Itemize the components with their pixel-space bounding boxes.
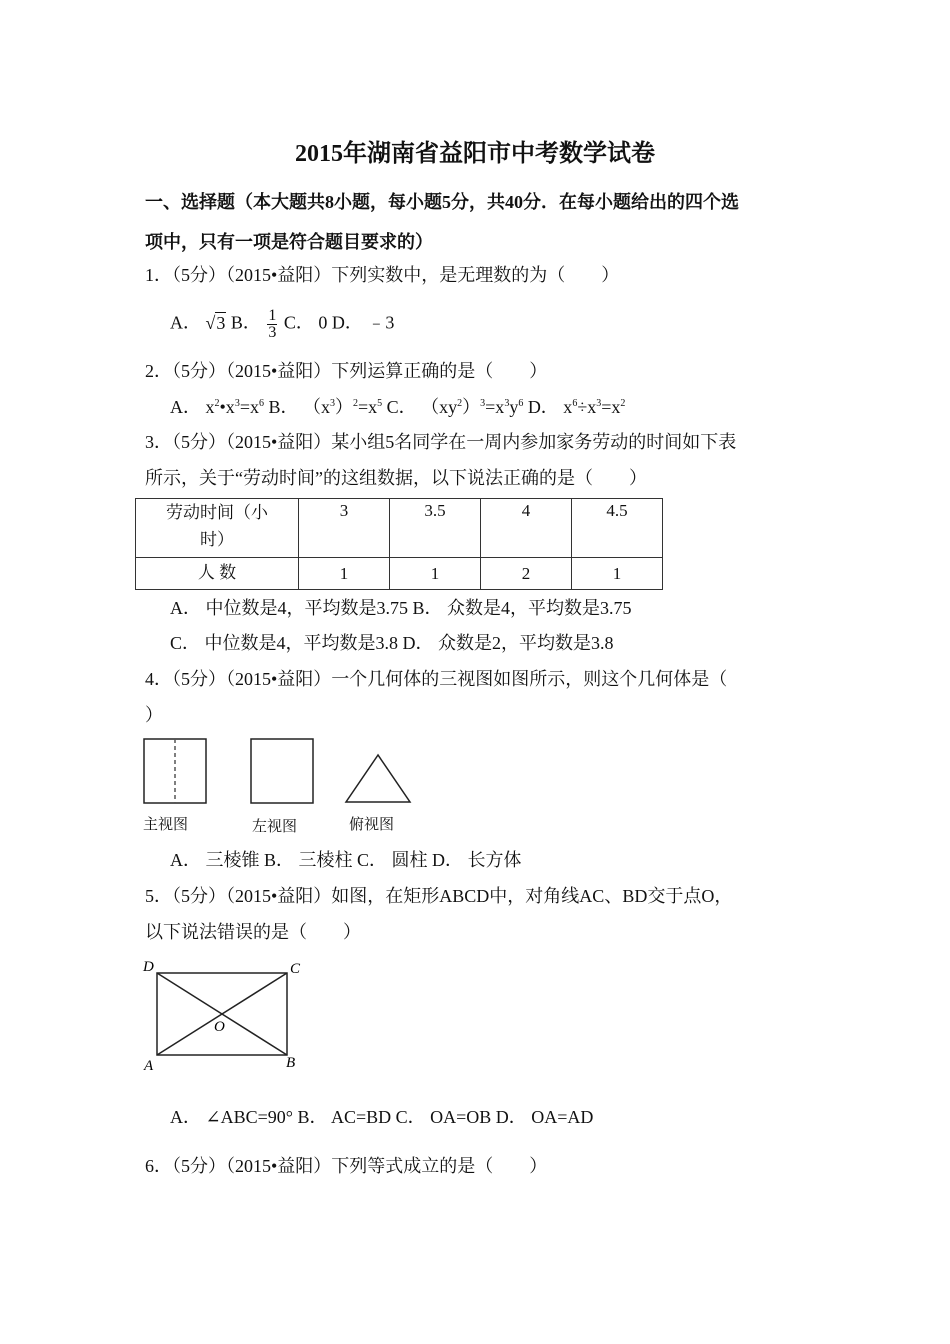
q3-options-cd: C． 中位数是4，平均数是3.8 D． 众数是2，平均数是3.8 <box>170 633 614 653</box>
table-cell: 3.5 <box>390 499 481 558</box>
q4-options: A． 三棱锥 B． 三棱柱 C． 圆柱 D． 长方体 <box>170 850 522 870</box>
table-cell: 1 <box>572 558 663 590</box>
front-view-label: 主视图 <box>143 815 189 833</box>
table-cell: 4 <box>481 499 572 558</box>
section-header-line1: 一、选择题（本大题共8小题，每小题5分，共40分．在每小题给出的四个选 <box>145 192 739 212</box>
q4-stem-line1: 4．（5分）（2015•益阳）一个几何体的三视图如图所示，则这个几何体是（ <box>145 669 728 689</box>
q1-fraction-den: 3 <box>268 324 277 341</box>
point-d-label: D <box>143 959 154 975</box>
top-view-label: 俯视图 <box>349 815 395 833</box>
q1-option-b-label: B． <box>230 312 261 333</box>
section-header-line2: 项中，只有一项是符合题目要求的） <box>145 232 433 252</box>
q1-option-cd: C． 0 D． ﹣3 <box>283 312 395 333</box>
table-cell: 1 <box>299 558 390 590</box>
q1-sqrt: √3 <box>205 312 226 333</box>
q3-stem-line2: 所示，关于“劳动时间”的这组数据，以下说法正确的是（ ） <box>145 468 647 488</box>
table-row <box>136 499 663 558</box>
q3-stem-line1: 3．（5分）（2015•益阳）某小组5名同学在一周内参加家务劳动的时间如下表 <box>145 432 737 452</box>
table-cell: 1 <box>390 558 481 590</box>
q3-options-ab: A． 中位数是4，平均数是3.75 B． 众数是4，平均数是3.75 <box>170 598 632 618</box>
q5-stem-line1: 5．（5分）（2015•益阳）如图，在矩形ABCD中，对角线AC、BD交于点O， <box>145 886 733 906</box>
table-header-cell: 人 数 <box>136 558 299 590</box>
table-cell: 3 <box>299 499 390 558</box>
point-b-label: B <box>286 1055 296 1071</box>
side-view-square <box>251 739 313 803</box>
table-cell: 4.5 <box>572 499 663 558</box>
side-view-label: 左视图 <box>252 817 298 835</box>
q2-stem: 2．（5分）（2015•益阳）下列运算正确的是（ ） <box>145 361 548 381</box>
page-title: 2015年湖南省益阳市中考数学试卷 <box>295 141 655 167</box>
q1-option-a-label: A． <box>170 312 201 333</box>
q1-stem: 1．（5分）（2015•益阳）下列实数中，是无理数的为（ ） <box>145 265 620 285</box>
top-view-triangle <box>346 755 410 802</box>
q2-options: A． $x^2•x^3=x^6$ B． $(x^3)^2=x^5$ C． $(xy^2)^3=x^3y^6$ D． $x^6\div x^3=x^2$ <box>170 397 626 417</box>
table-row <box>136 558 663 590</box>
q6-stem: 6．（5分）（2015•益阳）下列等式成立的是（ ） <box>145 1156 548 1176</box>
point-o-label: O <box>214 1019 225 1035</box>
table-header-cell: 劳动时间（小时） <box>136 499 299 558</box>
q1-options <box>170 308 394 341</box>
point-c-label: C <box>290 961 301 977</box>
three-views-figure <box>140 735 420 807</box>
q1-radicand: 3 <box>216 312 226 333</box>
q1-fraction-num: 1 <box>268 307 277 324</box>
labor-time-table <box>135 498 663 590</box>
q4-stem-line2: ） <box>145 705 163 725</box>
q1-fraction <box>267 308 277 341</box>
point-a-label: A <box>144 1058 154 1074</box>
q5-options: A． ∠ABC=90° B． AC=BD C． OA=OB D． OA=AD <box>170 1107 594 1127</box>
q5-stem-line2: 以下说法错误的是（ ） <box>145 922 361 942</box>
rectangle-abcd-figure <box>140 955 320 1075</box>
table-cell: 2 <box>481 558 572 590</box>
